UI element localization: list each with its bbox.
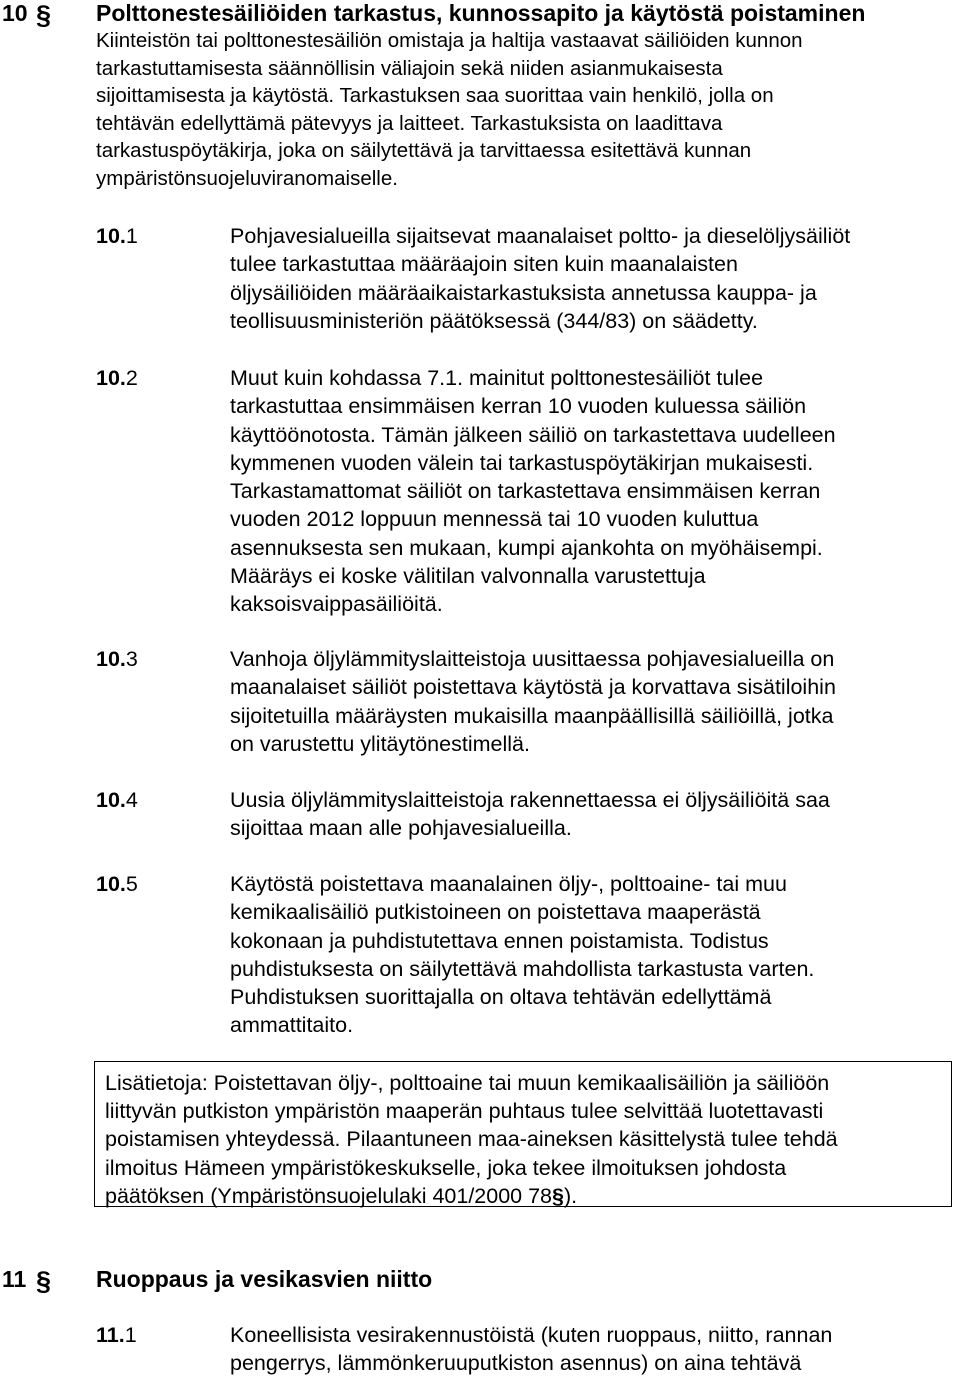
text-line: kokonaan ja puhdistutettava ennen poistamista. Todistus <box>230 928 769 953</box>
text-line: Koneellisista vesirakennustöistä (kuten ruoppaus, niitto, rannan <box>230 1323 833 1347</box>
text-line: asennuksesta sen mukaan, kumpi ajankohta on myöhäisempi. <box>230 535 823 560</box>
text-line: puhdistuksesta on säilytettävä mahdollista tarkastusta varten. <box>230 956 815 981</box>
note-last-line-end: ). <box>564 1183 578 1208</box>
subsection-text <box>230 786 830 843</box>
text-line: tulee tarkastuttaa määräajoin siten kuin maanalaisten <box>230 252 738 277</box>
text-line: maanalaiset säiliöt poistettava käytöstä ja korvattava sisätiloihin <box>230 675 836 700</box>
section-title: Polttonestesäiliöiden tarkastus, kunnossapito ja käytöstä poistaminen <box>96 0 866 26</box>
section-symbol: § <box>36 0 52 30</box>
section-intro <box>96 27 803 192</box>
note-line: ilmoitus Hämeen ympäristökeskukselle, joka tekee ilmoituksen johdosta <box>105 1155 787 1180</box>
subsection-text <box>230 222 850 335</box>
text-line: on varustettu ylitäytönestimellä. <box>230 731 530 756</box>
text-line: sijoitetuilla määräysten mukaisilla maanpäällisillä säiliöillä, jotka <box>230 703 834 728</box>
text-line: Muut kuin kohdassa 7.1. mainitut polttonestesäiliöt tulee <box>230 366 764 390</box>
text-line: käyttöönotosta. Tämän jälkeen säiliö on tarkastettava uudelleen <box>230 422 836 447</box>
subsection-number: 10.1 <box>96 224 138 248</box>
info-note-text <box>105 1069 838 1210</box>
section-title: Ruoppaus ja vesikasvien niitto <box>96 1266 433 1292</box>
text-line: Tarkastamattomat säiliöt on tarkastettava ensimmäisen kerran <box>230 479 821 504</box>
section-number: 11 <box>2 1266 27 1292</box>
text-line: Määräys ei koske välitilan valvonnalla varustettuja <box>230 564 706 589</box>
note-last-line-text: päätöksen (Ympäristönsuojelulaki 401/2000 78 <box>105 1183 553 1208</box>
text-line: kymmenen vuoden välein tai tarkastuspöytäkirjan mukaisesti. <box>230 450 814 475</box>
subsection-number: 11.1 <box>96 1323 137 1347</box>
note-line <box>105 1182 838 1210</box>
text-line: kemikaalisäiliö putkistoineen on poistettava maaperästä <box>230 900 761 925</box>
subsection-text <box>230 645 836 758</box>
intro-line: tarkastuspöytäkirja, joka on säilytettävä ja tarvittaessa esitettävä kunnan <box>96 139 752 162</box>
text-line: vuoden 2012 loppuun mennessä tai 10 vuoden kuluttua <box>230 507 759 532</box>
text-line: tarkastuttaa ensimmäisen kerran 10 vuoden kuluessa säiliön <box>230 394 807 419</box>
text-line: Puhdistuksen suorittajalla on oltava tehtävän edellyttämä <box>230 985 772 1010</box>
text-line: öljysäiliöiden määräaikaistarkastuksista annetussa kauppa- ja <box>230 280 817 305</box>
info-note-box <box>94 1061 952 1207</box>
text-line: teollisuusministeriön päätöksessä (344/83) on säädetty. <box>230 308 758 333</box>
subsection-number: 10.3 <box>96 647 138 671</box>
subsection-text <box>230 870 814 1040</box>
subsection-number: 10.4 <box>96 788 138 812</box>
subsection-number: 10.2 <box>96 366 138 390</box>
note-line: Lisätietoja: Poistettavan öljy-, polttoaine tai muun kemikaalisäiliön ja säiliöön <box>105 1071 830 1095</box>
intro-line: tarkastuttamisesta säännöllisin väliajoin sekä niiden asianmukaisesta <box>96 56 723 80</box>
subsection-text <box>230 1321 832 1378</box>
text-line: Pohjavesialueilla sijaitsevat maanalaiset poltto- ja dieselöljysäiliöt <box>230 224 851 248</box>
note-line: liittyvän putkiston ympäristön maaperän puhtaus tulee selvittää luotettavasti <box>105 1099 824 1124</box>
text-line: Uusia öljylämmityslaitteistoja rakennettaessa ei öljysäiliöitä saa <box>230 788 830 812</box>
note-line: poistamisen yhteydessä. Pilaantuneen maa-aineksen käsittelystä tulee tehdä <box>105 1127 838 1152</box>
intro-line: tehtävän edellyttämä pätevyys ja laitteet. Tarkastuksista on laadittava <box>96 111 723 135</box>
text-line: Vanhoja öljylämmityslaitteistoja uusittaessa pohjavesialueilla on <box>230 647 835 671</box>
subsection-text <box>230 364 836 619</box>
subsection-number: 10.5 <box>96 872 138 896</box>
intro-line: ympäristönsuojeluviranomaiselle. <box>96 166 398 190</box>
note-section-symbol: § <box>552 1183 564 1208</box>
text-line: ammattitaito. <box>230 1013 354 1038</box>
section-symbol: § <box>36 1266 52 1296</box>
text-line: Käytöstä poistettava maanalainen öljy-, polttoaine- tai muu <box>230 872 787 896</box>
text-line: pengerrys, lämmönkeruuputkiston asennus) on aina tehtävä <box>230 1351 802 1376</box>
text-line: kaksoisvaippasäiliöitä. <box>230 592 443 617</box>
intro-line: Kiinteistön tai polttonestesäiliön omistaja ja haltija vastaavat säiliöiden kunnon <box>96 29 803 52</box>
text-line: sijoittaa maan alle pohjavesialueilla. <box>230 816 572 841</box>
section-number: 10 <box>2 0 28 26</box>
intro-line: sijoittamisesta ja käytöstä. Tarkastuksen saa suorittaa vain henkilö, jolla on <box>96 84 774 107</box>
